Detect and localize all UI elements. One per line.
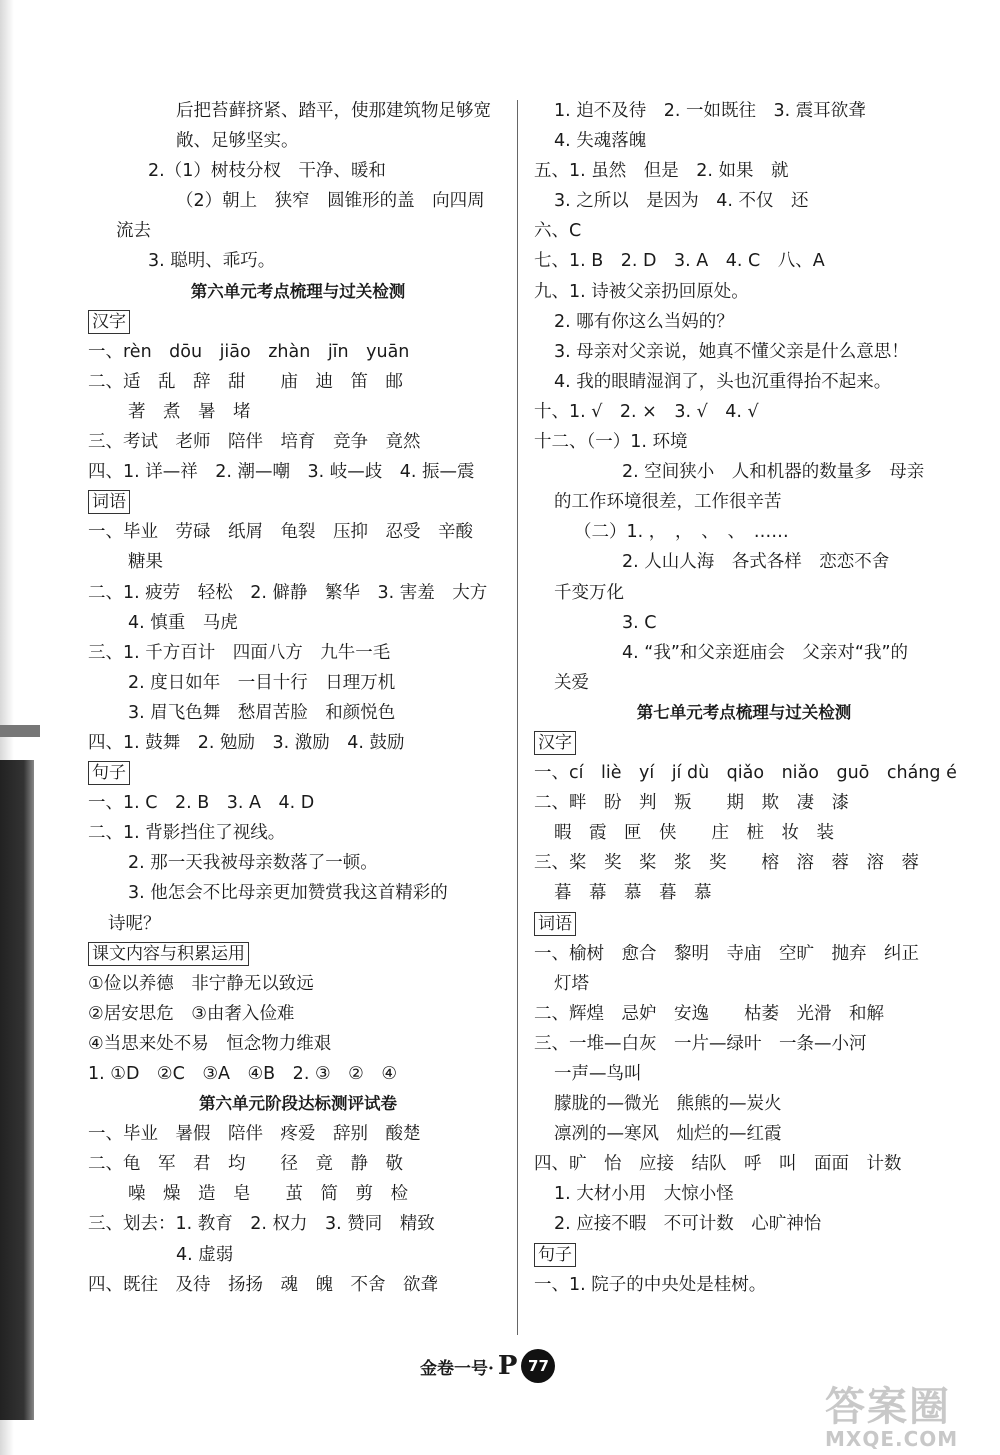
section-heading: 第七单元考点梳理与过关检测 — [636, 702, 852, 722]
answer-line: 1. 迫不及待 2. 一如既往 3. 震耳欲聋 — [554, 101, 866, 121]
answer-line: 灯塔 — [554, 973, 589, 994]
section-heading: 第六单元阶段达标测评试卷 — [199, 1094, 397, 1114]
answer-line: 后把苔藓挤紧、踏平，使那建筑物足够宽 — [176, 101, 491, 121]
footer-p-mark: P — [497, 1351, 518, 1381]
watermark-text: 答案圈 — [825, 1384, 951, 1430]
page-footer — [420, 1348, 555, 1384]
section-label-box: 课文内容与积累运用 — [88, 942, 249, 966]
answer-line: 3. 眉飞色舞 愁眉苦脸 和颜悦色 — [128, 702, 396, 723]
answer-line: 一、1. 院子的中央处是桂树。 — [534, 1274, 767, 1295]
answer-line: 二、畔 盼 判 叛 期 欺 凄 漆 — [534, 793, 849, 814]
answer-line: 三、划去：1. 教育 2. 权力 3. 赞同 精致 — [88, 1214, 435, 1235]
answer-line: ①俭以养德 非宁静无以致远 — [88, 973, 314, 994]
answer-line: 二、适 乱 辞 甜 庙 迪 笛 邮 — [88, 371, 403, 392]
answer-line: 2. 哪有你这么当妈的？ — [554, 311, 734, 332]
answer-line: 糖果 — [128, 552, 163, 573]
answer-line: 暇 霞 匣 侠 庄 桩 妆 装 — [554, 823, 834, 844]
answer-line: 二、龟 军 君 均 径 竟 静 敬 — [88, 1154, 403, 1175]
answer-line: 十、1. √ 2. × 3. √ 4. √ — [534, 401, 759, 422]
section-label — [534, 1240, 954, 1270]
answer-line: 噪 燥 造 皂 茧 简 剪 检 — [128, 1184, 408, 1205]
answer-line: 2. 应接不暇 不可计数 心旷神怡 — [554, 1214, 822, 1235]
section-label — [534, 909, 954, 939]
answer-line: 3. C — [622, 612, 657, 633]
answer-line: 四、旷 怡 应接 结队 呼 叫 面面 计数 — [534, 1154, 902, 1175]
answer-line: ②居安思危 ③由奢入俭难 — [88, 1003, 295, 1024]
answer-line: 关爱 — [554, 672, 589, 693]
answer-line: 4. 失魂落魄 — [554, 131, 647, 152]
answer-line: 五、1. 虽然 但是 2. 如果 就 — [534, 161, 789, 182]
answer-line: 六、C — [534, 221, 582, 242]
section-label — [88, 307, 508, 337]
left-column — [88, 96, 508, 1300]
answer-line: 4. “我”和父亲逛庙会 父亲对“我”的 — [622, 642, 909, 663]
answer-line: （2）朝上 狭窄 圆锥形的盖 向四周 — [176, 191, 485, 212]
answer-line: 4. 我的眼睛湿润了，头也沉重得抬不起来。 — [554, 371, 892, 392]
answer-line: 敞、足够坚实。 — [176, 131, 299, 152]
answer-line: 三、1. 千方百计 四面八方 九牛一毛 — [88, 642, 391, 663]
answer-line: 3. 母亲对父亲说，她真不懂父亲是什么意思！ — [554, 341, 909, 362]
answer-line: 三、一堆—白灰 一片—绿叶 一条—小河 — [534, 1033, 867, 1054]
answer-line: 著 煮 暑 堵 — [128, 401, 251, 422]
answer-line: 四、1. 鼓舞 2. 勉励 3. 激励 4. 鼓励 — [88, 732, 405, 753]
answer-line: 2. 人山人海 各式各样 恋恋不舍 — [622, 552, 890, 573]
watermark — [825, 1385, 995, 1453]
section-label-box: 汉字 — [534, 731, 576, 755]
answer-line: 二、1. 背影挡住了视线。 — [88, 823, 286, 844]
answer-line: 的工作环境很差，工作很辛苦 — [554, 492, 782, 513]
answer-line: 2. 度日如年 一目十行 日理万机 — [128, 672, 396, 693]
section-label-box: 词语 — [88, 490, 130, 514]
section-label-box: 句子 — [88, 761, 130, 785]
answer-line: 一声—鸟叫 — [554, 1064, 642, 1084]
answer-line: 二、1. 疲劳 轻松 2. 僻静 繁华 3. 害羞 大方 — [88, 582, 488, 603]
section-label — [88, 939, 508, 969]
section-label — [534, 728, 954, 758]
section-label — [88, 487, 508, 517]
answer-line: 四、1. 详—祥 2. 潮—嘲 3. 岐—歧 4. 振—震 — [88, 462, 475, 483]
answer-line: 一、毕业 暑假 陪伴 疼爱 辞别 酸楚 — [88, 1124, 421, 1145]
answer-line: 三、考试 老师 陪伴 培育 竞争 竟然 — [88, 432, 421, 453]
answer-line: 2.（1）树枝分杈 干净、暖和 — [148, 161, 386, 182]
answer-line: 暮 幕 慕 暮 慕 — [554, 883, 712, 904]
answer-line: 九、1. 诗被父亲扔回原处。 — [534, 281, 749, 302]
answer-line: 1. 大材小用 大惊小怪 — [554, 1184, 734, 1205]
section-label — [88, 758, 508, 788]
answer-line: 三、桨 奖 桨 浆 奖 榕 溶 蓉 溶 蓉 — [534, 853, 919, 874]
answer-line: 4. 虚弱 — [176, 1244, 234, 1265]
answer-line: 1. ①D ②C ③A ④B 2. ③ ② ④ — [88, 1064, 398, 1084]
watermark-url: MXQE.COM — [825, 1427, 959, 1451]
column-divider — [517, 100, 518, 1335]
answer-line: 流去 — [116, 221, 151, 242]
answer-line: 千变万化 — [554, 582, 624, 603]
answer-line: 一、1. C 2. B 3. A 4. D — [88, 793, 315, 814]
right-column — [534, 96, 957, 1300]
answer-line: 一、rèn dōu jiāo zhàn jīn yuān — [88, 341, 410, 362]
answer-line: 诗呢？ — [108, 913, 161, 934]
answer-line: 十二、（一）1. 环境 — [534, 432, 688, 453]
answer-line: 一、榆树 愈合 黎明 寺庙 空旷 抛弃 纠正 — [534, 943, 919, 964]
answer-line: 3. 聪明、乖巧。 — [148, 251, 276, 272]
answer-line: 2. 空间狭小 人和机器的数量多 母亲 — [622, 462, 925, 483]
answer-line: 二、辉煌 忌妒 安逸 枯萎 光滑 和解 — [534, 1003, 884, 1024]
answer-line: 2. 那一天我被母亲数落了一顿。 — [128, 853, 378, 874]
footer-brand: 金卷一号· — [420, 1358, 494, 1379]
answer-line: 3. 他怎会不比母亲更加赞赏我这首精彩的 — [128, 883, 448, 904]
answer-line: ④当思来处不易 恒念物力维艰 — [88, 1033, 332, 1054]
section-label-box: 汉字 — [88, 310, 130, 334]
scan-edge-strip — [0, 725, 40, 737]
section-heading: 第六单元考点梳理与过关检测 — [190, 281, 406, 301]
answer-line: 一、cí liè yí jí dù qiǎo niǎo guō cháng é — [534, 763, 957, 784]
section-label-box: 词语 — [534, 912, 576, 936]
answer-line: 朦胧的—微光 熊熊的—炭火 — [554, 1094, 782, 1115]
answer-line: 3. 之所以 是因为 4. 不仅 还 — [554, 191, 809, 212]
answer-line: 七、1. B 2. D 3. A 4. C 八、A — [534, 251, 825, 272]
answer-line: 凛冽的—寒风 灿烂的—红霞 — [554, 1124, 782, 1145]
answer-line: （二）1. ， ， 、 、 …… — [574, 522, 789, 543]
answer-line: 一、毕业 劳碌 纸屑 龟裂 压抑 忍受 辛酸 — [88, 522, 473, 543]
answer-line: 4. 慎重 马虎 — [128, 612, 238, 633]
answer-line: 四、既往 及待 扬扬 魂 魄 不舍 欲聋 — [88, 1274, 438, 1295]
section-label-box: 句子 — [534, 1243, 576, 1267]
scan-edge-dark — [0, 760, 34, 1420]
page-number: 77 — [521, 1349, 555, 1383]
